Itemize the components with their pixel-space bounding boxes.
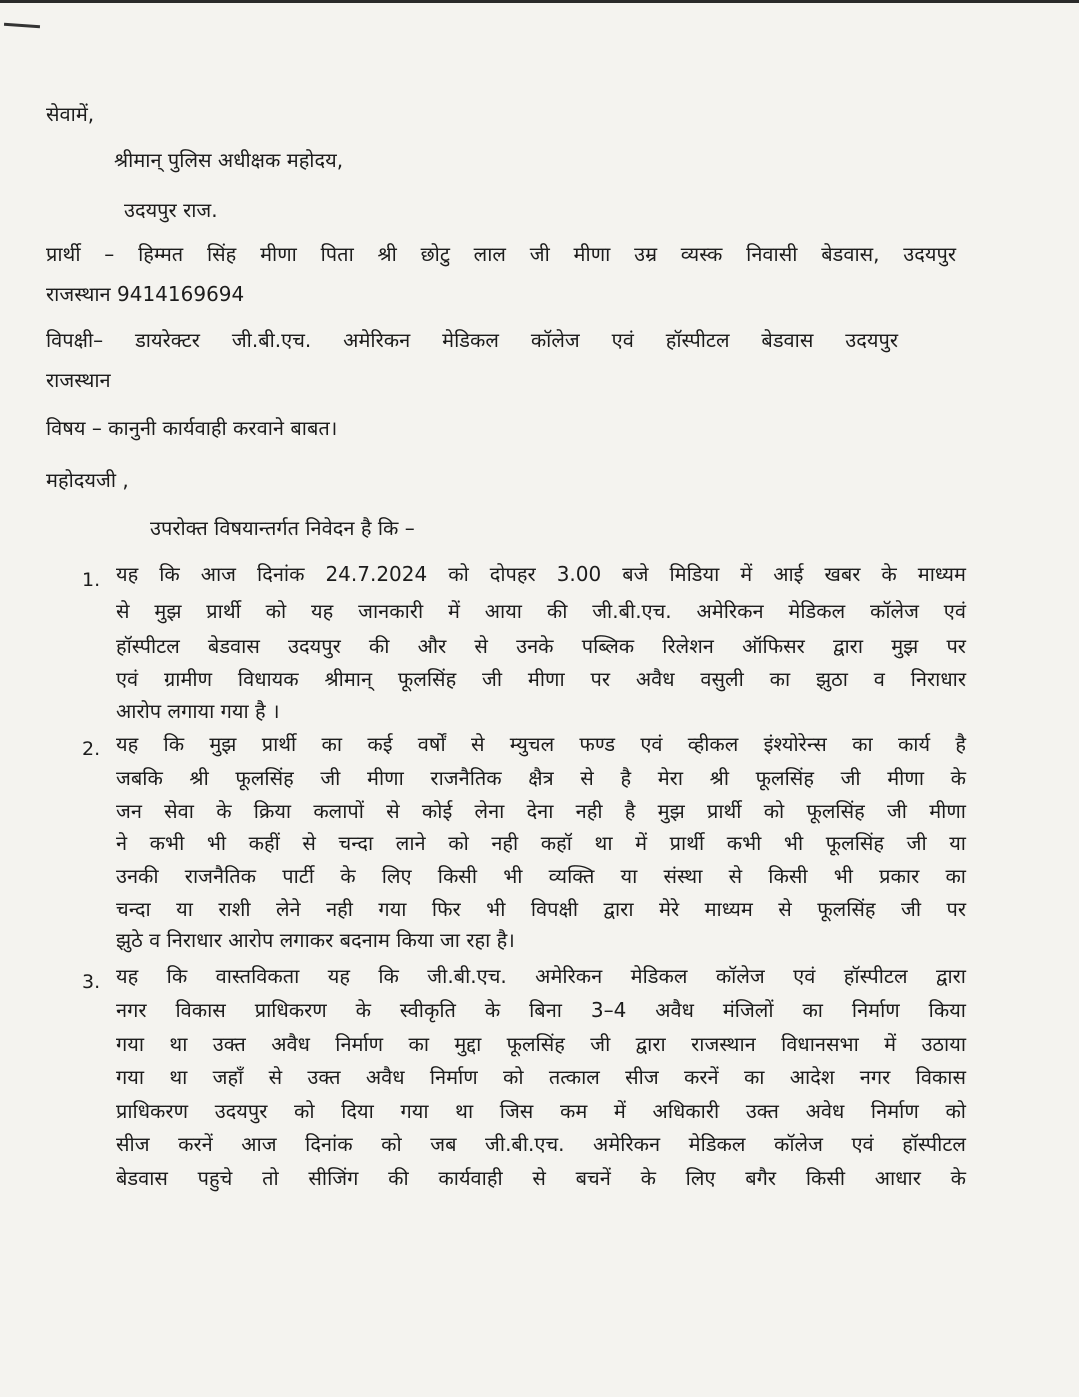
point-2-line: झुठे व निराधार आरोप लगाकर बदनाम किया जा रहा है। xyxy=(116,928,515,952)
point-2-line: यह कि मुझ प्रार्थी का कई वर्षों से म्युचल फण्ड एवं व्हीकल इंश्योरेन्स का कार्य है xyxy=(116,732,966,756)
point-1-line: हॉस्पीटल बेडवास उदयपुर की और से उनके पब्लिक रिलेशन ऑफिसर द्वारा मुझ पर xyxy=(116,634,966,658)
applicant-line-1: प्रार्थी – हिम्मत सिंह मीणा पिता श्री छोटु लाल जी मीणा उम्र व्यस्क निवासी बेडवास, उदयपुर xyxy=(46,242,956,266)
applicant-line-2: राजस्थान 9414169694 xyxy=(46,282,245,306)
salutation: सेवामें, xyxy=(46,102,95,126)
point-3-number: 3. xyxy=(82,971,101,993)
point-1-line: आरोप लगाया गया है । xyxy=(116,699,280,723)
point-2-line: चन्दा या राशी लेने नही गया फिर भी विपक्षी द्वारा मेरे माध्यम से फूलसिंह जी पर xyxy=(116,897,966,921)
scan-mark xyxy=(4,23,40,29)
opponent-line-2: राजस्थान xyxy=(46,368,111,392)
scan-top-edge xyxy=(0,0,1079,3)
point-3-line: प्राधिकरण उदयपुर को दिया गया था जिस कम में अधिकारी उक्त अवेध निर्माण को xyxy=(116,1099,966,1123)
point-3-line: यह कि वास्तविकता यह कि जी.बी.एच. अमेरिकन मेडिकल कॉलेज एवं हॉस्पीटल द्वारा xyxy=(116,964,966,988)
point-3-line: गया था उक्त अवैध निर्माण का मुद्दा फूलसिंह जी द्वारा राजस्थान विधानसभा में उठाया xyxy=(116,1032,966,1056)
point-2-line: उनकी राजनैतिक पार्टी के लिए किसी भी व्यक्ति या संस्था से किसी भी प्रकार का xyxy=(116,864,966,888)
point-3-line: गया था जहॉं से उक्त अवैध निर्माण को तत्काल सीज करनें का आदेश नगर विकास xyxy=(116,1065,966,1089)
point-2-number: 2. xyxy=(82,738,101,760)
point-3-line: बेडवास पहुचे तो सीजिंग की कार्यवाही से बचनें के लिए बगैर किसी आधार के xyxy=(116,1166,966,1190)
subject-line: विषय – कानुनी कार्यवाही करवाने बाबत। xyxy=(46,416,338,440)
point-1-line: से मुझ प्रार्थी को यह जानकारी में आया की जी.बी.एच. अमेरिकन मेडिकल कॉलेज एवं xyxy=(116,599,966,623)
point-1-line: एवं ग्रामीण विधायक श्रीमान् फूलसिंह जी मीणा पर अवैध वसुली का झुठा व निराधार xyxy=(116,667,966,691)
recipient-title: श्रीमान् पुलिस अधीक्षक महोदय, xyxy=(114,148,344,172)
point-1-number: 1. xyxy=(82,569,101,591)
point-2-line: जन सेवा के क्रिया कलापों से कोई लेना देना नही है मुझ प्रार्थी को फूलसिंह जी मीणा xyxy=(116,799,966,823)
opponent-line-1: विपक्षी– डायरेक्टर जी.बी.एच. अमेरिकन मेडिकल कॉलेज एवं हॉस्पीटल बेडवास उदयपुर xyxy=(46,328,898,352)
recipient-place: उदयपुर राज. xyxy=(124,198,218,222)
point-3-line: सीज करनें आज दिनांक को जब जी.बी.एच. अमेरिकन मेडिकल कॉलेज एवं हॉस्पीटल xyxy=(116,1132,966,1156)
point-1-line: यह कि आज दिनांक 24.7.2024 को दोपहर 3.00 बजे मिडिया में आई खबर के माध्यम xyxy=(116,562,966,586)
greeting: महोदयजी , xyxy=(46,468,129,492)
point-2-line: जबकि श्री फूलसिंह जी मीणा राजनैतिक क्षैत्र से है मेरा श्री फूलसिंह जी मीणा के xyxy=(116,766,966,790)
point-2-line: ने कभी भी कहीं से चन्दा लाने को नही कहॉ था में प्रार्थी कभी भी फूलसिंह जी या xyxy=(116,831,966,855)
point-3-line: नगर विकास प्राधिकरण के स्वीकृति के बिना 3–4 अवैध मंजिलों का निर्माण किया xyxy=(116,998,966,1022)
intro-line: उपरोक्त विषयान्तर्गत निवेदन है कि – xyxy=(150,516,415,540)
